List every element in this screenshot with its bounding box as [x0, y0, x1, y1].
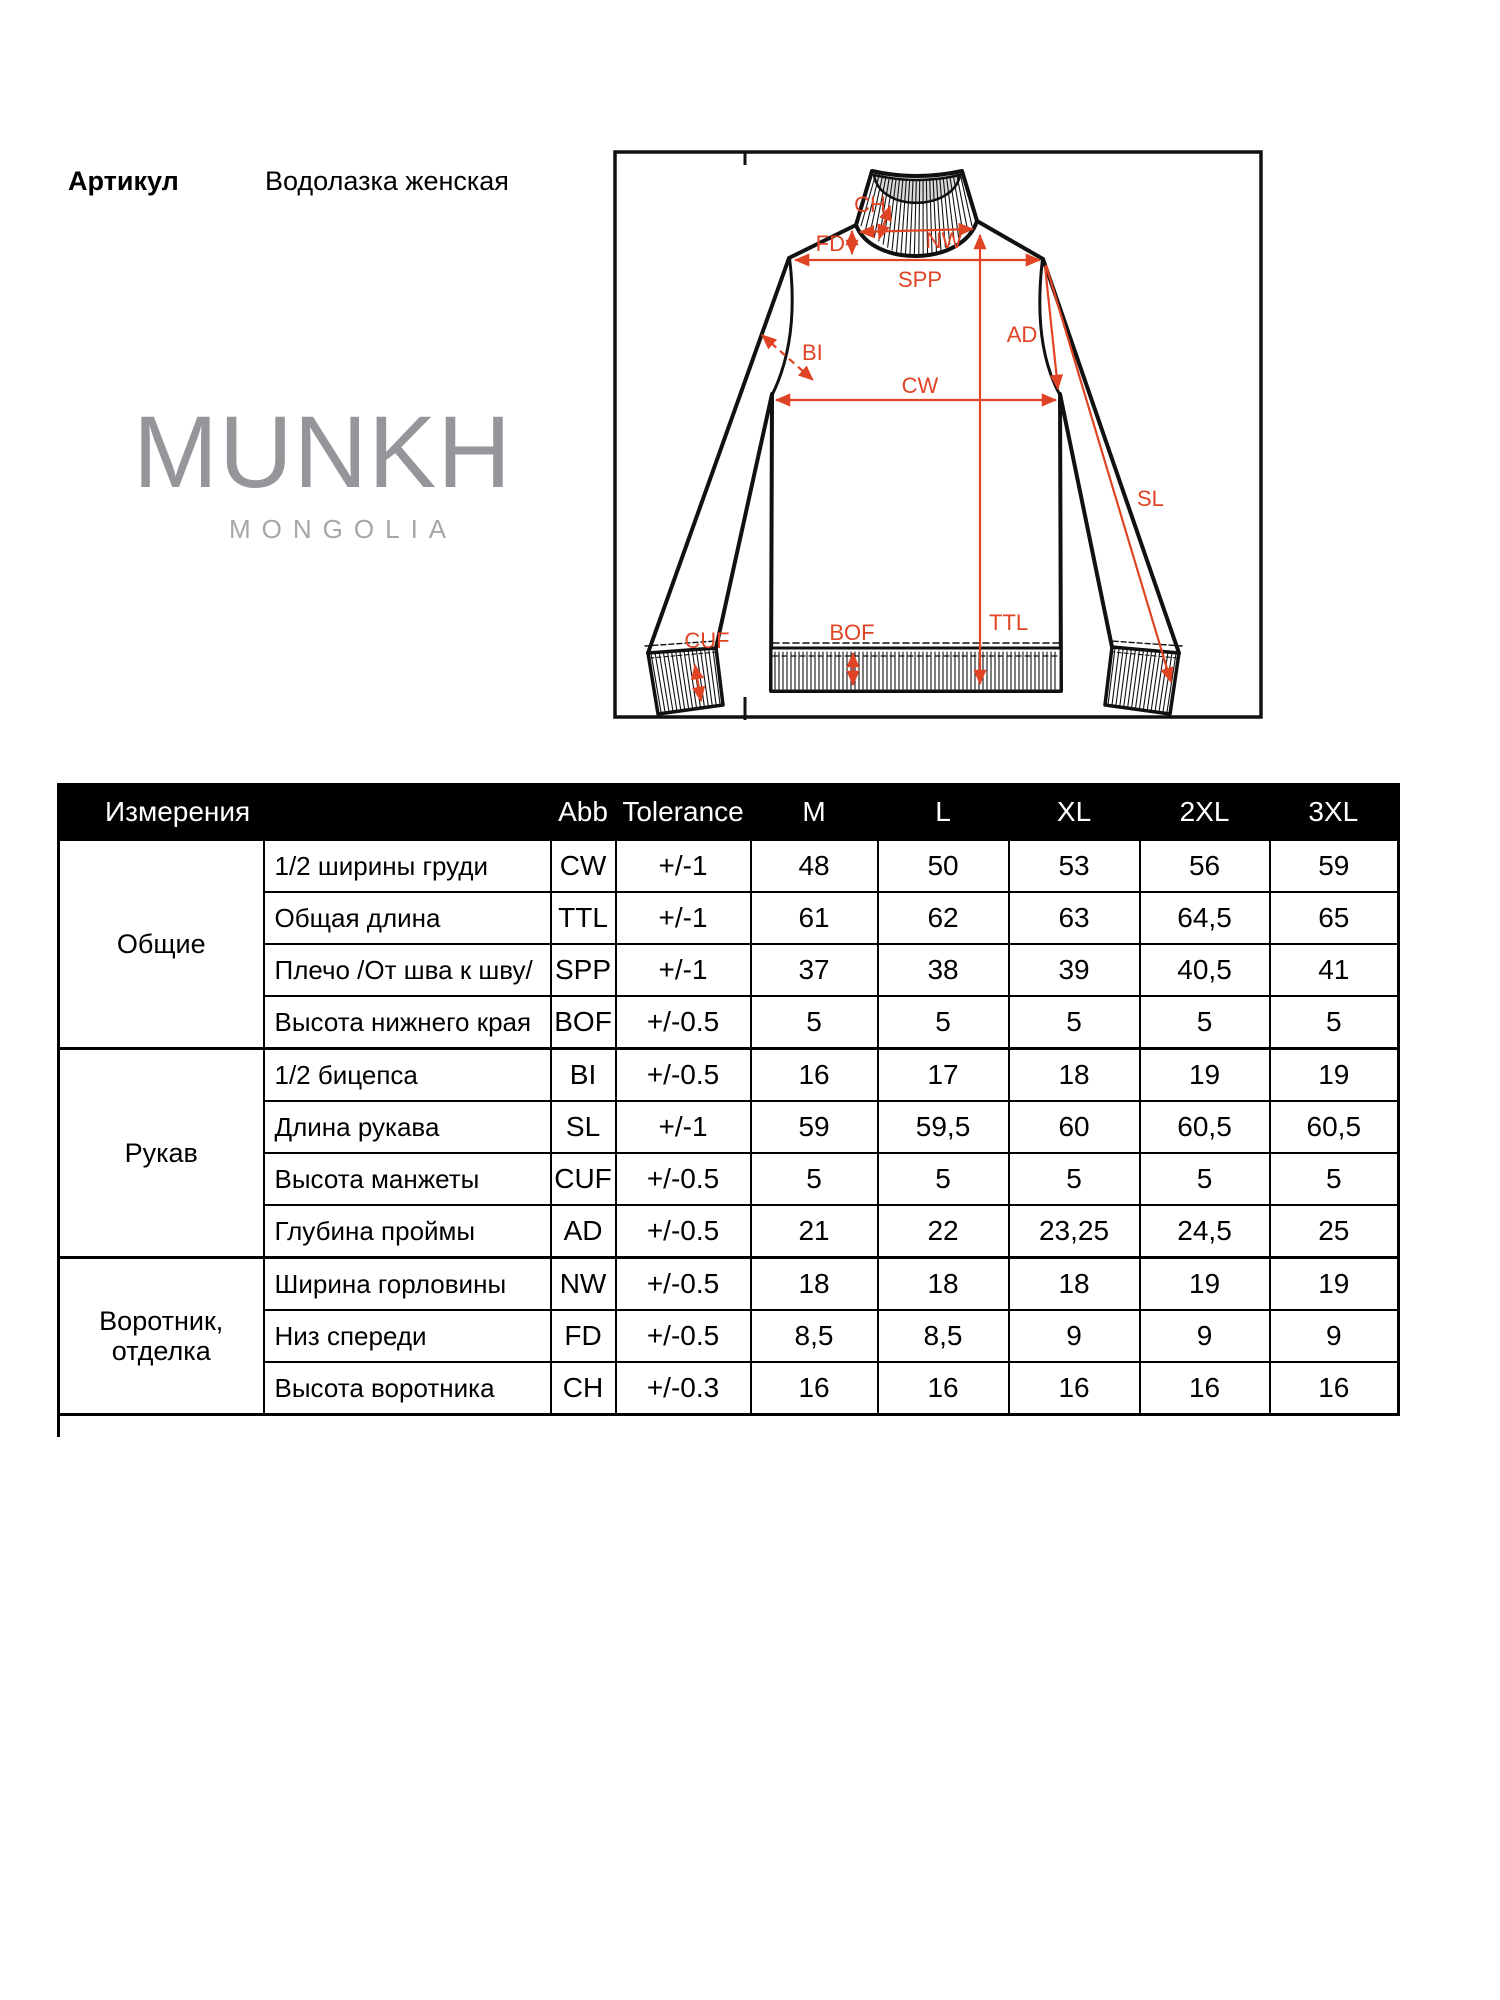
tolerance-cell: +/-0.5: [616, 1258, 751, 1311]
group-cell: Рукав: [59, 1049, 264, 1258]
tolerance-cell: +/-0.5: [616, 1310, 751, 1362]
abb-cell: FD: [551, 1310, 616, 1362]
article-header: [68, 166, 509, 196]
size-value-cell: 5: [751, 1153, 878, 1205]
size-value-cell: 41: [1270, 944, 1399, 996]
abb-cell: AD: [551, 1205, 616, 1258]
brand-logo-text: MUNKH: [133, 395, 512, 509]
measure-cell: Плечо /От шва к шву/: [264, 944, 551, 996]
label-fd: FD: [815, 231, 845, 256]
size-value-cell: 18: [751, 1258, 878, 1311]
abb-cell: BI: [551, 1049, 616, 1102]
size-value-cell: 61: [751, 892, 878, 944]
size-value-cell: 16: [1009, 1362, 1140, 1415]
size-value-cell: 39: [1009, 944, 1140, 996]
size-value-cell: 5: [1140, 1153, 1270, 1205]
measure-cell: 1/2 бицепса: [264, 1049, 551, 1102]
measure-cell: Длина рукава: [264, 1101, 551, 1153]
size-value-cell: 9: [1140, 1310, 1270, 1362]
size-value-cell: 16: [878, 1362, 1009, 1415]
tolerance-cell: +/-0.5: [616, 996, 751, 1049]
technical-drawing: [612, 149, 1264, 721]
measure-cell: Ширина горловины: [264, 1258, 551, 1311]
size-value-cell: 23,25: [1009, 1205, 1140, 1258]
header-tolerance: Tolerance: [616, 785, 751, 840]
group-cell: Общие: [59, 840, 264, 1049]
brand-logo: [133, 395, 533, 545]
size-value-cell: 50: [878, 840, 1009, 893]
tolerance-cell: +/-0.5: [616, 1049, 751, 1102]
size-value-cell: 8,5: [751, 1310, 878, 1362]
label-cuf: CUF: [684, 628, 730, 653]
brand-logo-subtitle: MONGOLIA: [229, 514, 458, 544]
abb-cell: CW: [551, 840, 616, 893]
abb-cell: CH: [551, 1362, 616, 1415]
size-value-cell: 19: [1270, 1258, 1399, 1311]
table-left-border-tail: [57, 1413, 60, 1437]
measure-cell: Высота нижнего края: [264, 996, 551, 1049]
tolerance-cell: +/-1: [616, 1101, 751, 1153]
tolerance-cell: +/-1: [616, 944, 751, 996]
size-value-cell: 16: [751, 1049, 878, 1102]
label-nw: NW: [925, 228, 963, 253]
size-value-cell: 25: [1270, 1205, 1399, 1258]
size-value-cell: 18: [878, 1258, 1009, 1311]
size-value-cell: 16: [751, 1362, 878, 1415]
size-value-cell: 17: [878, 1049, 1009, 1102]
label-ad: AD: [1006, 322, 1038, 347]
header-measurements: Измерения: [59, 785, 551, 840]
label-cw: CW: [901, 373, 939, 398]
size-value-cell: 60: [1009, 1101, 1140, 1153]
tolerance-cell: +/-0.5: [616, 1205, 751, 1258]
size-value-cell: 56: [1140, 840, 1270, 893]
size-value-cell: 8,5: [878, 1310, 1009, 1362]
size-value-cell: 16: [1270, 1362, 1399, 1415]
table-row: [59, 1049, 1399, 1102]
label-ttl: TTL: [989, 610, 1029, 635]
table-row: [59, 840, 1399, 893]
size-value-cell: 24,5: [1140, 1205, 1270, 1258]
label-bof: BOF: [829, 620, 875, 645]
measure-cell: Низ спереди: [264, 1310, 551, 1362]
group-cell: Воротник, отделка: [59, 1258, 264, 1415]
size-value-cell: 53: [1009, 840, 1140, 893]
size-value-cell: 19: [1270, 1049, 1399, 1102]
size-value-cell: 63: [1009, 892, 1140, 944]
size-value-cell: 60,5: [1140, 1101, 1270, 1153]
abb-cell: SPP: [551, 944, 616, 996]
measure-cell: Общая длина: [264, 892, 551, 944]
size-value-cell: 9: [1009, 1310, 1140, 1362]
table-row: [59, 1258, 1399, 1311]
abb-cell: BOF: [551, 996, 616, 1049]
tolerance-cell: +/-0.3: [616, 1362, 751, 1415]
label-spp: SPP: [897, 267, 943, 292]
measure-cell: Высота манжеты: [264, 1153, 551, 1205]
size-value-cell: 22: [878, 1205, 1009, 1258]
table-header-row: [59, 785, 1399, 840]
size-value-cell: 19: [1140, 1258, 1270, 1311]
size-value-cell: 62: [878, 892, 1009, 944]
label-sl: SL: [1137, 486, 1164, 511]
size-value-cell: 5: [878, 996, 1009, 1049]
size-value-cell: 9: [1270, 1310, 1399, 1362]
size-value-cell: 16: [1140, 1362, 1270, 1415]
article-value: Водолазка женская: [265, 166, 509, 196]
size-value-cell: 65: [1270, 892, 1399, 944]
measure-cell: 1/2 ширины груди: [264, 840, 551, 893]
size-value-cell: 18: [1009, 1258, 1140, 1311]
size-value-cell: 5: [1009, 1153, 1140, 1205]
size-value-cell: 48: [751, 840, 878, 893]
abb-cell: CUF: [551, 1153, 616, 1205]
tolerance-cell: +/-1: [616, 892, 751, 944]
label-bi: BI: [802, 340, 823, 365]
size-value-cell: 5: [1009, 996, 1140, 1049]
tolerance-cell: +/-1: [616, 840, 751, 893]
header-abb: Abb: [551, 785, 616, 840]
header-size-m: M: [751, 785, 878, 840]
measure-cell: Глубина проймы: [264, 1205, 551, 1258]
size-value-cell: 5: [1140, 996, 1270, 1049]
size-value-cell: 5: [878, 1153, 1009, 1205]
size-value-cell: 60,5: [1270, 1101, 1399, 1153]
header-size-2xl: 2XL: [1140, 785, 1270, 840]
abb-cell: TTL: [551, 892, 616, 944]
article-label: Артикул: [68, 166, 179, 196]
abb-cell: NW: [551, 1258, 616, 1311]
header-size-xl: XL: [1009, 785, 1140, 840]
size-value-cell: 21: [751, 1205, 878, 1258]
measure-cell: Высота воротника: [264, 1362, 551, 1415]
size-value-cell: 38: [878, 944, 1009, 996]
size-value-cell: 64,5: [1140, 892, 1270, 944]
size-value-cell: 59: [1270, 840, 1399, 893]
size-value-cell: 19: [1140, 1049, 1270, 1102]
header-size-3xl: 3XL: [1270, 785, 1399, 840]
size-value-cell: 59,5: [878, 1101, 1009, 1153]
header-size-l: L: [878, 785, 1009, 840]
size-value-cell: 5: [1270, 1153, 1399, 1205]
size-value-cell: 5: [1270, 996, 1399, 1049]
size-value-cell: 40,5: [1140, 944, 1270, 996]
label-ch: CH: [854, 192, 886, 217]
tolerance-cell: +/-0.5: [616, 1153, 751, 1205]
abb-cell: SL: [551, 1101, 616, 1153]
size-spec-table: [57, 783, 1400, 1416]
size-value-cell: 59: [751, 1101, 878, 1153]
size-value-cell: 5: [751, 996, 878, 1049]
size-value-cell: 37: [751, 944, 878, 996]
size-value-cell: 18: [1009, 1049, 1140, 1102]
